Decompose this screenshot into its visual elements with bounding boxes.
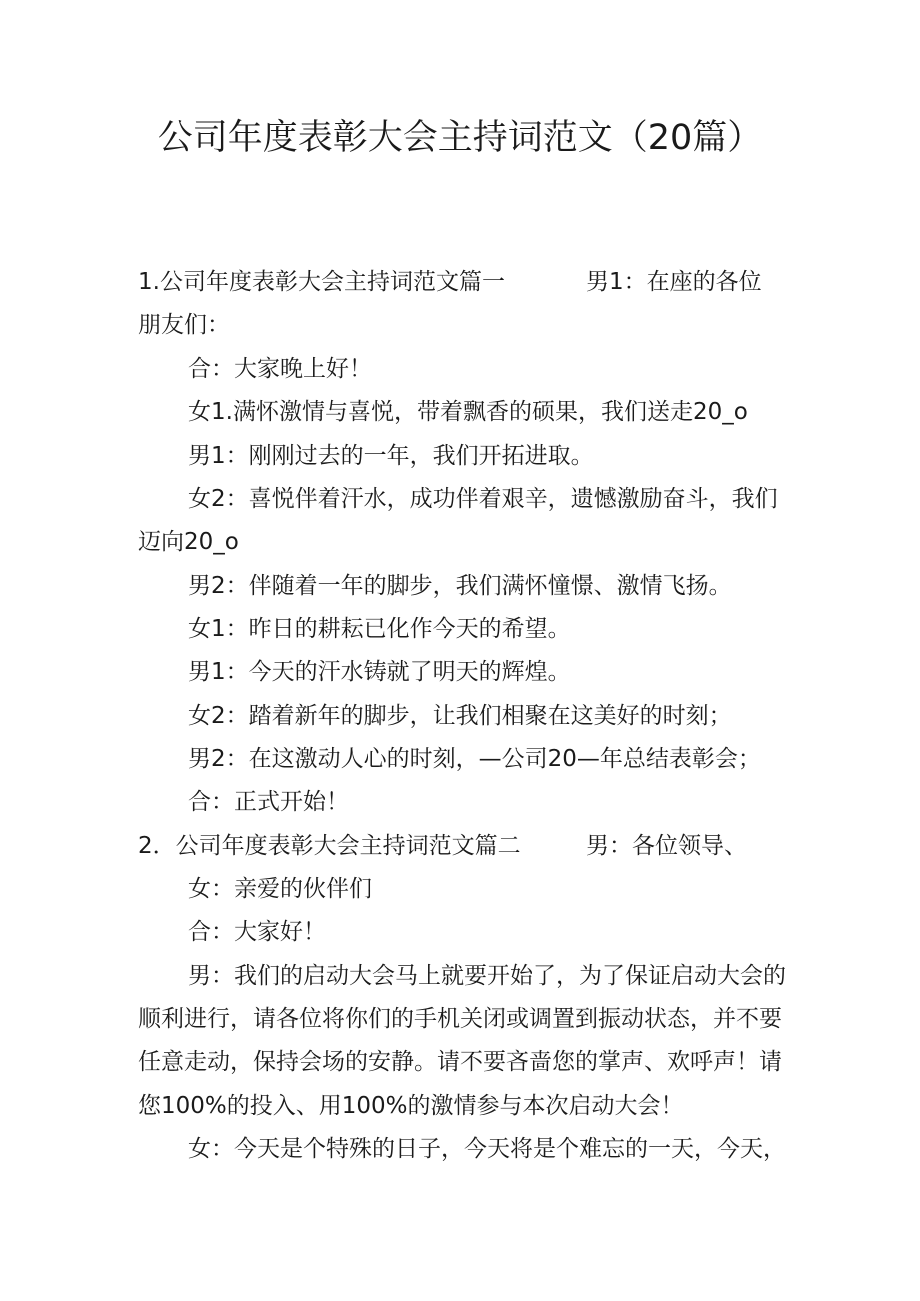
paragraph-line: 男2：在这激动人心的时刻，—公司20—年总结表彰会； (188, 746, 761, 772)
paragraph-line: 顺利进行，请各位将你们的手机关闭或调置到振动状态，并不要 (138, 1006, 782, 1032)
paragraph-line: 您100%的投入、用100%的激情参与本次启动大会！ (138, 1093, 684, 1119)
paragraph-line: 男1：今天的汗水铸就了明天的辉煌。 (188, 659, 571, 685)
document-title: 公司年度表彰大会主持词范文（20篇） (157, 118, 763, 158)
paragraph-line: 男2：伴随着一年的脚步，我们满怀憧憬、激情飞扬。 (188, 573, 732, 599)
paragraph-line: 女2：喜悦伴着汗水，成功伴着艰辛，遗憾激励奋斗，我们 (188, 486, 778, 512)
paragraph-line: 合：大家好！ (188, 919, 326, 945)
paragraph-line: 迈向20_o (138, 529, 239, 555)
section1-heading-right: 男1：在座的各位 (586, 269, 762, 295)
paragraph-line: 女2：踏着新年的脚步，让我们相聚在这美好的时刻； (188, 703, 732, 729)
paragraph-line: 朋友们： (138, 312, 230, 338)
paragraph-line: 女1：昨日的耕耘已化作今天的希望。 (188, 616, 571, 642)
section2-heading-right: 男：各位领导、 (586, 833, 747, 859)
paragraph-line: 合：大家晚上好！ (188, 356, 372, 382)
section2-heading: 2．公司年度表彰大会主持词范文篇二 (138, 833, 521, 859)
paragraph-line: 女1.满怀激情与喜悦，带着飘香的硕果，我们送走20_o (188, 399, 748, 425)
paragraph-line: 女：今天是个特殊的日子，今天将是个难忘的一天，今天， (188, 1136, 786, 1162)
paragraph-line: 女：亲爱的伙伴们 (188, 876, 372, 902)
paragraph-line: 男：我们的启动大会马上就要开始了，为了保证启动大会的 (188, 963, 786, 989)
section1-heading: 1.公司年度表彰大会主持词范文篇一 (138, 269, 505, 295)
paragraph-line: 任意走动，保持会场的安静。请不要吝啬您的掌声、欢呼声！请 (138, 1049, 782, 1075)
paragraph-line: 合：正式开始！ (188, 789, 349, 815)
paragraph-line: 男1：刚刚过去的一年，我们开拓进取。 (188, 443, 594, 469)
